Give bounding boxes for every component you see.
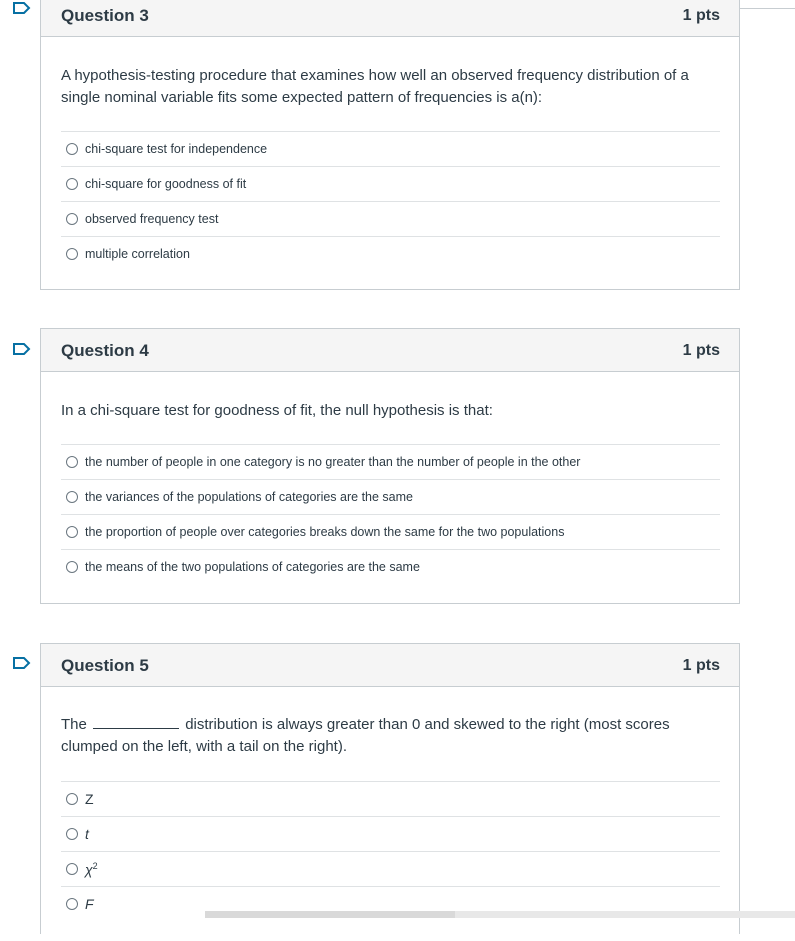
answer-list (61, 444, 720, 584)
answer-option[interactable] (61, 167, 720, 202)
radio-button-icon[interactable] (66, 828, 78, 840)
flag-icon[interactable] (13, 657, 31, 669)
question-4 (40, 328, 740, 604)
question-text-after: distribution is always greater than 0 and skewed to the right (most scores clumped on the left, with a tail on the right). (61, 716, 670, 755)
answer-option[interactable] (61, 480, 720, 515)
answer-option[interactable] (61, 550, 720, 584)
radio-button-icon[interactable] (66, 491, 78, 503)
answer-label (85, 861, 98, 878)
answer-option[interactable] (61, 132, 720, 167)
answer-label: chi-square test for independence (85, 142, 268, 156)
radio-button-icon[interactable] (66, 143, 78, 155)
question-header (41, 0, 739, 37)
answer-list (61, 131, 720, 271)
answer-label: the number of people in one category is no greater than the number of people in the other (85, 455, 581, 469)
question-text-before: The (61, 716, 87, 733)
answer-list (61, 781, 720, 921)
flag-icon[interactable] (13, 343, 31, 355)
answer-label: t (85, 826, 89, 842)
radio-button-icon[interactable] (66, 213, 78, 225)
answer-label: the variances of the populations of categories are the same (85, 490, 413, 504)
answer-label: F (85, 896, 94, 912)
superscript-2: 2 (92, 860, 98, 871)
question-header (41, 329, 739, 372)
answer-option[interactable] (61, 237, 720, 271)
question-text: A hypothesis-testing procedure that examines how well an observed frequency distribution of a single nominal variable fits some expected pattern of frequencies is a(n): (61, 67, 689, 106)
radio-button-icon[interactable] (66, 456, 78, 468)
question-text: In a chi-square test for goodness of fit, the null hypothesis is that: (61, 402, 493, 419)
question-points: 1 pts (682, 657, 720, 674)
answer-label: observed frequency test (85, 212, 219, 226)
radio-button-icon[interactable] (66, 898, 78, 910)
answer-option[interactable] (61, 202, 720, 237)
question-3 (40, 0, 740, 290)
question-text (61, 714, 720, 758)
question-points: 1 pts (682, 342, 720, 359)
fill-in-blank (93, 714, 179, 729)
radio-button-icon[interactable] (66, 248, 78, 260)
flag-icon[interactable] (13, 2, 31, 14)
scrollbar-thumb[interactable] (205, 911, 455, 918)
radio-button-icon[interactable] (66, 561, 78, 573)
radio-button-icon[interactable] (66, 863, 78, 875)
answer-label: multiple correlation (85, 247, 190, 261)
question-title: Question 4 (61, 341, 149, 360)
answer-label: Z (85, 791, 94, 807)
answer-option[interactable] (61, 852, 720, 887)
radio-button-icon[interactable] (66, 526, 78, 538)
radio-button-icon[interactable] (66, 793, 78, 805)
radio-button-icon[interactable] (66, 178, 78, 190)
answer-option[interactable] (61, 782, 720, 817)
answer-label: the proportion of people over categories breaks down the same for the two populations (85, 525, 565, 539)
answer-option[interactable] (61, 445, 720, 480)
question-5 (40, 643, 740, 934)
question-title: Question 5 (61, 656, 149, 675)
answer-label: the means of the two populations of categories are the same (85, 560, 420, 574)
question-header (41, 644, 739, 687)
question-points: 1 pts (682, 7, 720, 24)
answer-option[interactable] (61, 515, 720, 550)
answer-option[interactable] (61, 817, 720, 852)
horizontal-scrollbar[interactable] (205, 911, 795, 918)
answer-label: chi-square for goodness of fit (85, 177, 247, 191)
question-title: Question 3 (61, 6, 149, 25)
chi-symbol: χ (85, 861, 93, 878)
